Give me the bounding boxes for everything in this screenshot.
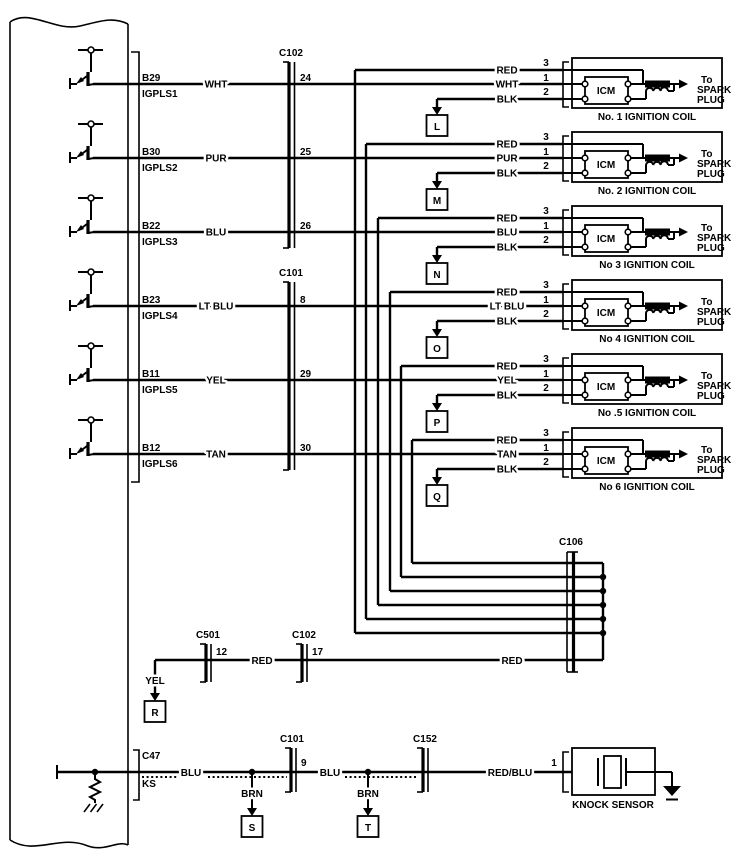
coil-pin-3: 3 (543, 58, 549, 69)
signal-wire-color-label: BLU (496, 227, 518, 239)
coil-name-label: No. 1 IGNITION COIL (597, 112, 697, 123)
wire-color-label: WHT (204, 79, 228, 91)
connector-label: C102 (292, 630, 316, 641)
icm-label: ICM (596, 86, 616, 97)
connector-pin-number: 12 (216, 647, 228, 658)
ecm-signal-label: IGPLS2 (142, 163, 178, 174)
ecm-pin-label: B29 (142, 73, 161, 84)
spark-to-label: To (701, 445, 713, 456)
coil-pin-2: 2 (543, 309, 549, 320)
connector-label: C102 (279, 48, 303, 59)
ground-wire-color-label: BLK (496, 242, 518, 254)
ground-wire-color-label: BLK (496, 390, 518, 402)
junction-dot (600, 574, 606, 580)
plug-label: PLUG (697, 317, 725, 328)
connector-label: C152 (413, 734, 437, 745)
splice-label: S (248, 823, 256, 834)
wire-color-label: RED (501, 656, 523, 667)
spark-label: SPARK (697, 307, 731, 318)
ecm-pin-label: B12 (142, 443, 161, 454)
connector-pin-number: 8 (300, 295, 306, 306)
connector-label: C101 (279, 268, 303, 279)
coil-pin-2: 2 (543, 235, 549, 246)
plug-label: PLUG (697, 391, 725, 402)
connector-pin-number: 9 (301, 758, 307, 769)
ecm-pin-label: B30 (142, 147, 161, 158)
ecm-signal-label: KS (142, 779, 156, 790)
branch-color-label: BRN (357, 789, 379, 800)
ecm-pin-label: B11 (142, 369, 160, 380)
coil-pin-2: 2 (543, 457, 549, 468)
coil-name-label: No. 2 IGNITION COIL (597, 186, 697, 197)
power-wire-color-label: RED (496, 435, 518, 447)
coil-pin-1: 1 (543, 73, 549, 84)
coil-pin-1: 1 (543, 369, 549, 380)
signal-wire-color-label: PUR (496, 153, 518, 165)
plug-label: PLUG (697, 465, 725, 476)
ground-wire-color-label: BLK (496, 168, 518, 180)
power-wire-color-label: RED (496, 361, 518, 373)
spark-to-label: To (701, 149, 713, 160)
icm-label: ICM (596, 160, 616, 171)
coil-name-label: No 6 IGNITION COIL (599, 482, 695, 493)
coil-pin-3: 3 (543, 206, 549, 217)
junction-dot (600, 630, 606, 636)
spark-label: SPARK (697, 381, 731, 392)
piezo-crystal (604, 756, 621, 788)
connector-label: C101 (280, 734, 304, 745)
ecm-signal-label: IGPLS3 (142, 237, 178, 248)
power-wire-color-label: RED (496, 65, 518, 77)
splice-label: Q (433, 492, 441, 503)
splice-label: O (433, 344, 441, 355)
sensor-pin-number: 1 (551, 758, 557, 769)
coil-pin-3: 3 (543, 132, 549, 143)
ground-wire-color-label: BLK (496, 464, 518, 476)
plug-label: PLUG (697, 95, 725, 106)
connector-pin-number: 29 (300, 369, 312, 380)
splice-label: M (432, 196, 442, 207)
connector-pin-number: 24 (300, 73, 312, 84)
signal-wire-color-label: TAN (497, 449, 517, 461)
knock-sensor-label: KNOCK SENSOR (572, 800, 654, 811)
junction-dot (600, 588, 606, 594)
spark-label: SPARK (697, 233, 731, 244)
coil-pin-3: 3 (543, 428, 549, 439)
spark-label: SPARK (697, 85, 731, 96)
connector-pin-number: 17 (312, 647, 324, 658)
spark-to-label: To (701, 75, 713, 86)
plug-label: PLUG (697, 169, 725, 180)
coil-pin-2: 2 (543, 87, 549, 98)
icm-label: ICM (596, 234, 616, 245)
splice-label: T (364, 823, 372, 834)
junction-dot (600, 616, 606, 622)
ecm-signal-label: IGPLS6 (142, 459, 178, 470)
splice-label: N (433, 270, 441, 281)
connector-label: C501 (196, 630, 220, 641)
wire-color-label: BLU (205, 227, 227, 239)
coil-pin-3: 3 (543, 354, 549, 365)
wire-color-label: PUR (205, 153, 227, 165)
ecm-signal-label: IGPLS5 (142, 385, 178, 396)
coil-name-label: No 3 IGNITION COIL (599, 260, 695, 271)
wire-color-label: BLU (180, 768, 202, 779)
coil-name-label: No 4 IGNITION COIL (599, 334, 695, 345)
wire-color-label: YEL (206, 375, 226, 387)
spark-label: SPARK (697, 159, 731, 170)
splice-label: P (433, 418, 441, 429)
ground-wire-color-label: BLK (496, 316, 518, 328)
junction-dot (600, 602, 606, 608)
spark-to-label: To (701, 297, 713, 308)
ecm-pin-label: B23 (142, 295, 161, 306)
spark-label: SPARK (697, 455, 731, 466)
connector-label: C106 (559, 537, 583, 548)
coil-name-label: No .5 IGNITION COIL (597, 408, 697, 419)
signal-wire-color-label: LT BLU (489, 301, 525, 313)
power-wire-color-label: RED (496, 213, 518, 225)
ecm-pin-label: C47 (142, 751, 161, 762)
connector-pin-number: 30 (300, 443, 312, 454)
connector-pin-number: 25 (300, 147, 312, 158)
spark-to-label: To (701, 223, 713, 234)
coil-pin-1: 1 (543, 221, 549, 232)
wire-color-label: LT BLU (198, 301, 234, 313)
coil-pin-1: 1 (543, 295, 549, 306)
ecm-signal-label: IGPLS4 (142, 311, 178, 322)
icm-label: ICM (596, 382, 616, 393)
coil-pin-2: 2 (543, 161, 549, 172)
icm-label: ICM (596, 308, 616, 319)
ecm-pin-label: B22 (142, 221, 161, 232)
wire-color-label: TAN (206, 449, 226, 461)
power-wire-color-label: RED (496, 139, 518, 151)
branch-color-label: BRN (241, 789, 263, 800)
branch-color-label: YEL (145, 676, 165, 687)
signal-wire-color-label: WHT (495, 79, 519, 91)
coil-pin-1: 1 (543, 443, 549, 454)
splice-label: L (433, 122, 441, 133)
spark-to-label: To (701, 371, 713, 382)
power-wire-color-label: RED (496, 287, 518, 299)
coil-pin-3: 3 (543, 280, 549, 291)
connector-pin-number: 26 (300, 221, 312, 232)
signal-wire-color-label: YEL (497, 375, 517, 387)
icm-label: ICM (596, 456, 616, 467)
plug-label: PLUG (697, 243, 725, 254)
wire-color-label: RED (251, 656, 273, 667)
wire-color-label: RED/BLU (487, 768, 533, 779)
wire-color-label: BLU (319, 768, 341, 779)
ecm-signal-label: IGPLS1 (142, 89, 178, 100)
ground-wire-color-label: BLK (496, 94, 518, 106)
splice-label: R (151, 708, 159, 719)
coil-pin-2: 2 (543, 383, 549, 394)
coil-pin-1: 1 (543, 147, 549, 158)
